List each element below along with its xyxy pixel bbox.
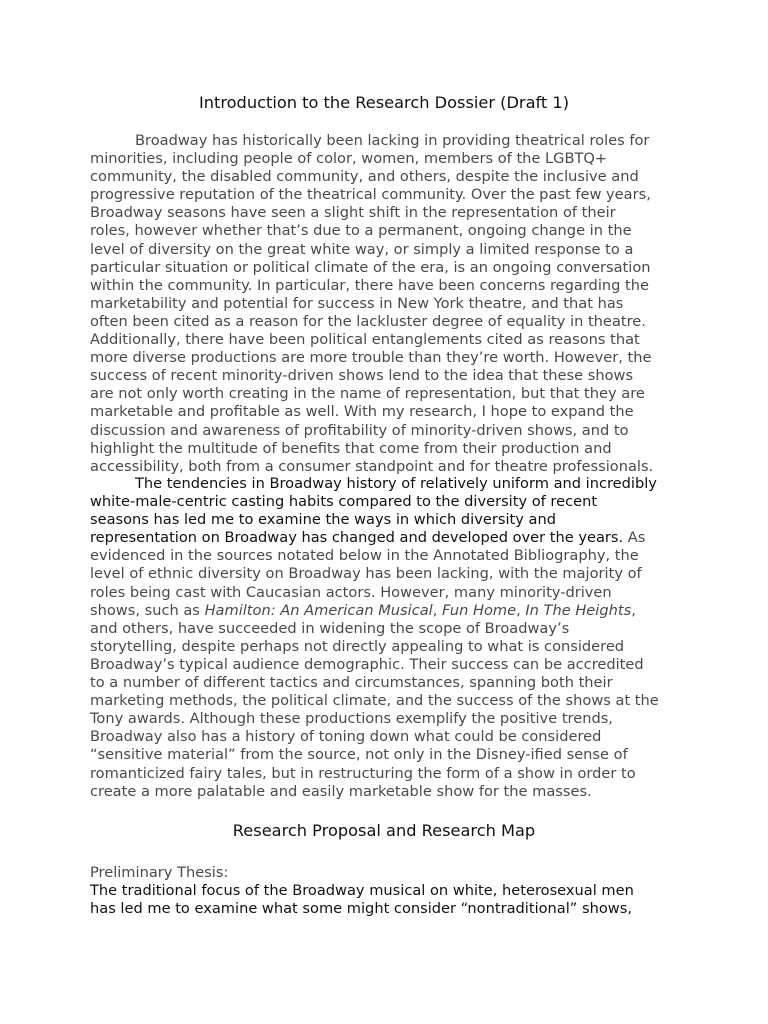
thesis-section: [90, 833, 700, 918]
paragraph-line: highlight the multitude of benefits that come from their production and: [90, 439, 612, 457]
paragraph-line: romanticized fairy tales, but in restructuring the form of a show in order to: [90, 764, 636, 782]
paragraph-line: Broadway also has a history of toning down what could be considered: [90, 728, 602, 746]
show-title-hamilton: Hamilton: An American Musical: [204, 601, 433, 619]
paragraph-line: accessibility, both from a consumer standpoint and for theatre professionals.: [90, 457, 654, 475]
paragraph-line: marketability and potential for success in New York theatre, and that has: [90, 294, 624, 312]
paragraph-text: ,: [516, 601, 526, 619]
paragraph-line: more diverse productions are more trouble than they’re worth. However, the: [90, 349, 652, 367]
paragraph-line: [90, 602, 700, 620]
paragraph-line: evidenced in the sources notated below in the Annotated Bibliography, the: [90, 547, 639, 565]
paragraph-line: community, the disabled community, and others, despite the inclusive and: [90, 168, 639, 186]
paragraph-line: The tendencies in Broadway history of relatively uniform and incredibly: [135, 475, 657, 492]
paragraph-line: success of recent minority-driven shows lend to the idea that these shows: [90, 367, 634, 385]
paragraph-text: As: [623, 529, 646, 547]
paragraph-line: roles, however whether that’s due to a permanent, ongoing change in the: [90, 222, 632, 240]
paragraph-line: and others, have succeeded in widening the scope of Broadway’s: [90, 619, 570, 637]
paragraph-line: minorities, including people of color, women, members of the LGBTQ+: [90, 150, 608, 168]
paragraph-line: Tony awards. Although these productions exemplify the positive trends,: [90, 710, 613, 728]
paragraph-line: level of diversity on the great white way, or simply a limited response to a: [90, 240, 634, 258]
paragraph-line: The traditional focus of the Broadway musical on white, heterosexual men: [90, 882, 634, 900]
paragraph-line: marketable and profitable as well. With my research, I hope to expand the: [90, 403, 634, 421]
paragraph-line: white-male-centric casting habits compared to the diversity of recent: [90, 493, 598, 511]
paragraph-line: Broadway seasons have seen a slight shift in the representation of their: [90, 204, 616, 222]
thesis-label: Preliminary Thesis:: [90, 864, 229, 881]
paragraph-line: Broadway’s typical audience demographic. Their success can be accredited: [90, 655, 644, 673]
paragraph-line: within the community. In particular, there have been concerns regarding the: [90, 276, 649, 294]
paragraph-line: level of ethnic diversity on Broadway has been lacking, with the majority of: [90, 565, 642, 583]
paragraph-line: has led me to examine what some might consider “nontraditional” shows,: [90, 900, 632, 918]
paragraph-line: particular situation or political climate of the era, is an ongoing conversation: [90, 258, 651, 276]
paragraph-line: progressive reputation of the theatrical community. Over the past few years,: [90, 186, 651, 204]
paragraph-line: storytelling, despite perhaps not directly appealing to what is considered: [90, 637, 625, 655]
paragraph-line: seasons has led me to examine the ways in which diversity and: [90, 511, 556, 529]
paragraph-line: roles being cast with Caucasian actors. However, many minority-driven: [90, 583, 612, 601]
paragraph-text: ,: [631, 601, 636, 619]
intro-paragraph: [90, 132, 700, 476]
paragraph-text: ,: [432, 601, 443, 619]
show-title-fun-home: Fun Home: [442, 601, 517, 619]
document-title: Introduction to the Research Dossier (Draft 1): [198, 93, 570, 112]
show-title-in-the-heights: In The Heights: [525, 601, 632, 619]
paragraph-line: often been cited as a reason for the lackluster degree of equality in theatre.: [90, 312, 646, 330]
paragraph-line: discussion and awareness of profitability of minority-driven shows, and to: [90, 421, 629, 439]
paragraph-text: representation on Broadway has changed and developed over the years.: [90, 529, 624, 547]
paragraph-line: create a more palatable and easily marketable show for the masses.: [90, 782, 592, 800]
paragraph-line: to a number of different tactics and circumstances, spanning both their: [90, 674, 613, 692]
paragraph-line: “sensitive material” from the source, not only in the Disney-ified sense of: [90, 746, 628, 764]
paragraph-line: are not only worth creating in the name of representation, but that they are: [90, 385, 645, 403]
paragraph-text: shows, such as: [90, 601, 205, 619]
paragraph-line: Additionally, there have been political entanglements cited as reasons that: [90, 331, 640, 349]
paragraph-line: marketing methods, the political climate, and the success of the shows at the: [90, 692, 659, 710]
section-title: Research Proposal and Research Map: [232, 821, 536, 840]
paragraph-line: Broadway has historically been lacking in providing theatrical roles for: [135, 132, 650, 149]
paragraph-line: [90, 529, 700, 547]
diversity-paragraph: [90, 475, 700, 801]
